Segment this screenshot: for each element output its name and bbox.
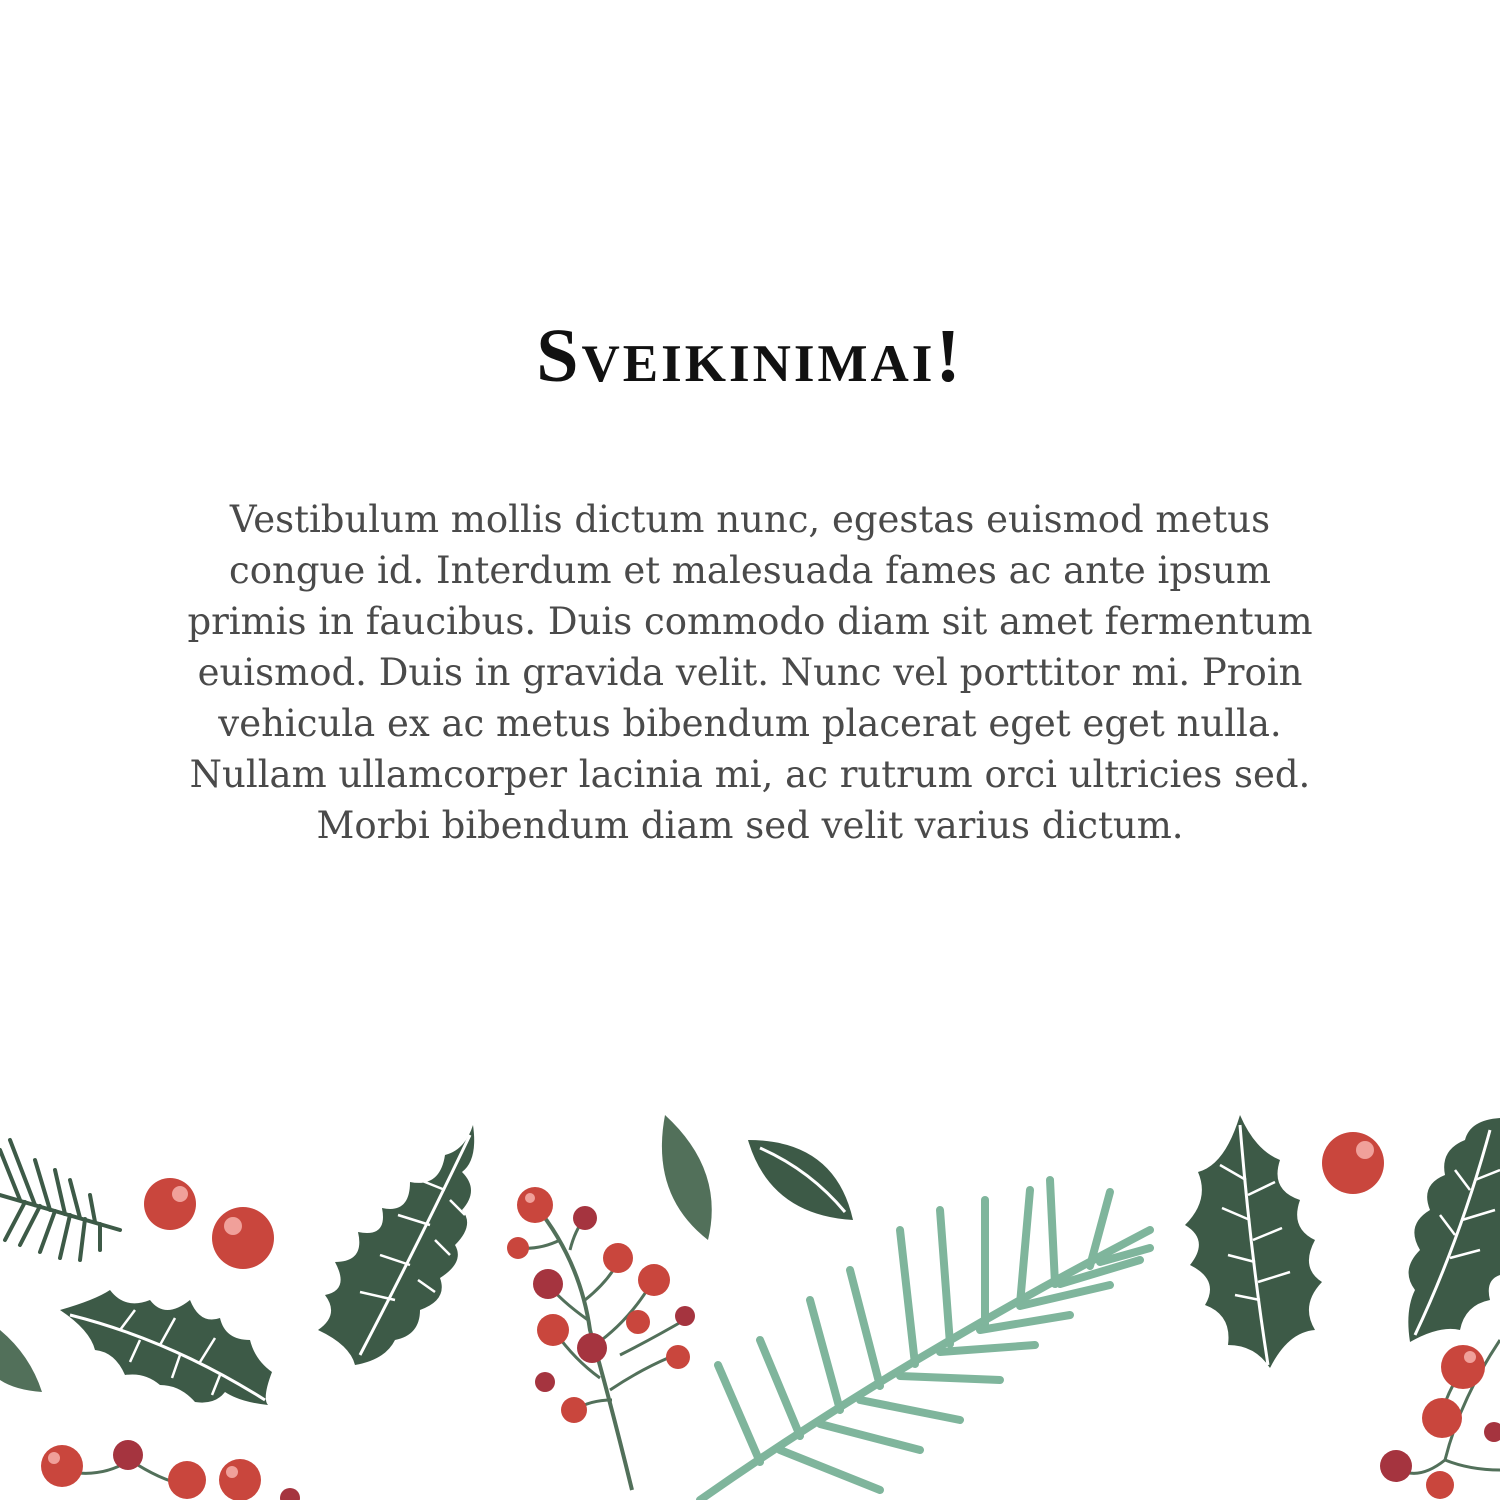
holly-leaf-icon: [1185, 1115, 1322, 1368]
leaf-icon: [662, 1115, 712, 1240]
berry-cluster-icon: [1380, 1340, 1500, 1499]
card-message: Vestibulum mollis dictum nunc, egestas euismod metus congue id. Interdum et malesuada fames ac ante ipsum primis in faucibus. Duis commodo diam sit amet fermentum euismod. Duis in gravida velit. Nunc vel porttitor mi. Proin vehicula ex ac metus bibendum placerat eget eget nulla. Nullam ullamcorper lacinia mi, ac rutrum orci ultricies sed. Morbi bibendum diam sed velit varius dictum.: [187, 498, 1313, 847]
holly-border-illustration: [0, 1100, 1500, 1500]
berry-cluster-icon: [1322, 1132, 1384, 1194]
berry-cluster-icon: [507, 1187, 695, 1490]
pine-branch-icon: [0, 1140, 120, 1260]
holly-leaf-icon: [1408, 1118, 1500, 1342]
leaf-icon: [748, 1140, 853, 1220]
berry-cluster-icon: [41, 1440, 300, 1500]
holly-leaf-icon: [318, 1125, 474, 1365]
pine-branch-icon: [700, 1180, 1150, 1500]
berry-cluster-icon: [144, 1178, 274, 1269]
leaf-icon: [0, 1330, 42, 1392]
card-title: Sveikinimai!: [536, 314, 964, 398]
holly-leaf-icon: [60, 1290, 272, 1405]
